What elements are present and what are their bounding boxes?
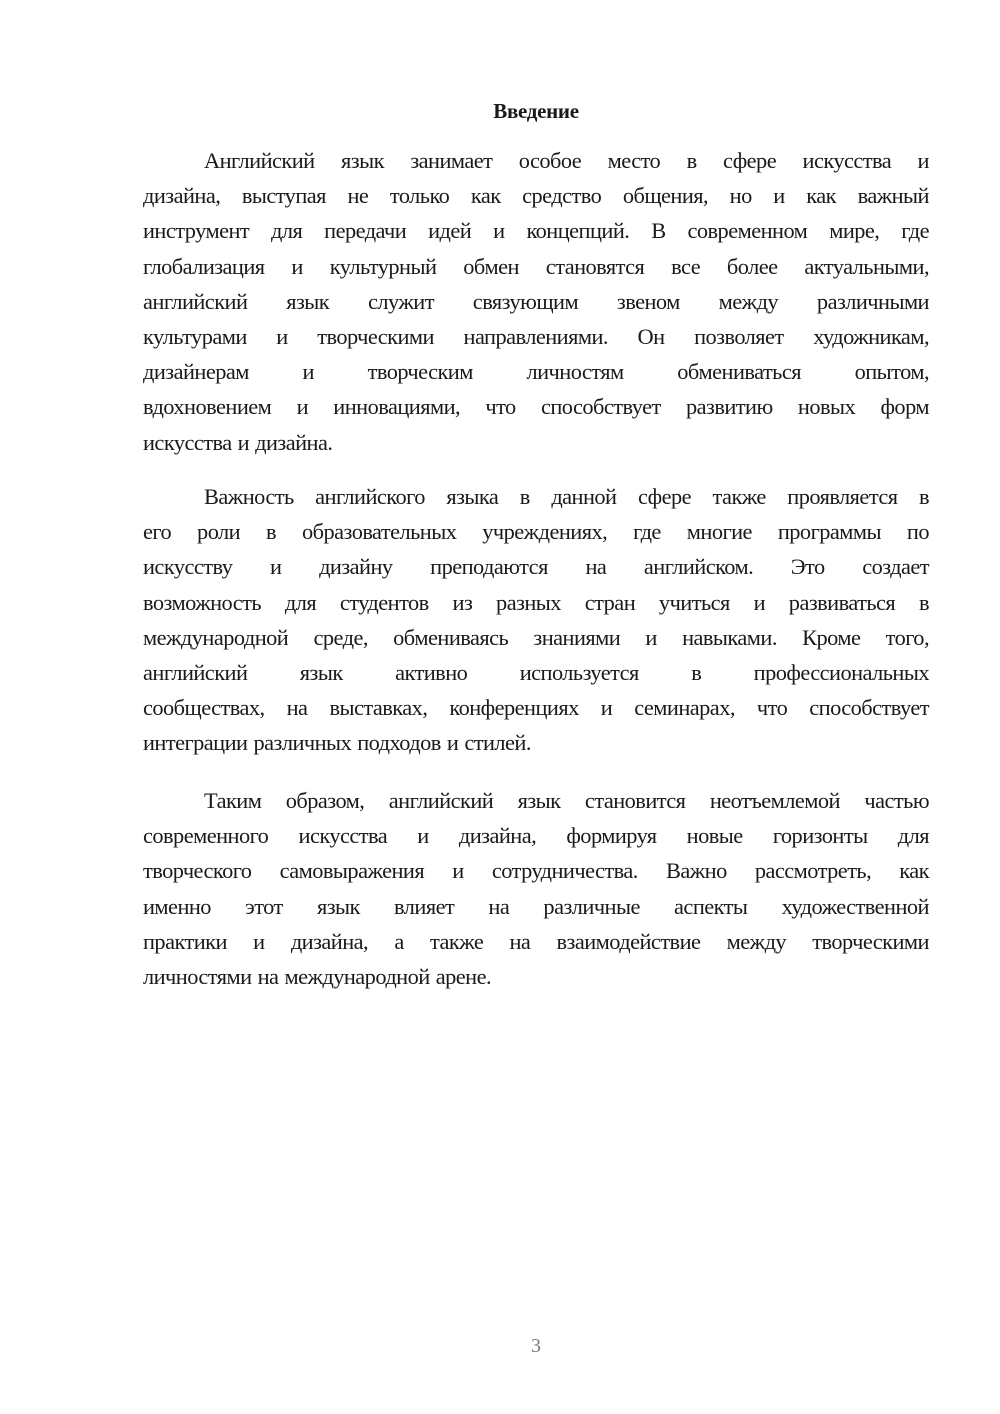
text-line: Таким образом, английский язык становится неотъемлемой частью [204,788,929,813]
text-line: вдохновением и инновациями, что способствует развитию новых форм [143,394,929,420]
text-line: современного искусства и дизайна, формируя новые горизонты для [143,823,929,849]
text-line: личностями на международной арене. [143,963,492,989]
text-line: английский язык служит связующим звеном между различными [143,288,929,314]
text-line: инструмент для передачи идей и концепций. В современном мире, где [143,218,929,244]
text-line: дизайна, выступая не только как средство общения, но и как важный [143,183,929,209]
text-line: сообществах, на выставках, конференциях и семинарах, что способствует [143,695,929,721]
text-line: возможность для студентов из разных стран учиться и развиваться в [143,589,929,615]
section-heading: Введение [493,99,579,123]
paragraph-1 [143,143,929,460]
text-line: Английский язык занимает особое место в сфере искусства и [204,148,929,173]
text-line: искусству и дизайну преподаются на английском. Это создает [143,554,929,580]
text-line: его роли в образовательных учреждениях, где многие программы по [143,519,929,545]
text-line: международной среде, обмениваясь знаниями и навыками. Кроме того, [143,624,929,650]
text-line: творческого самовыражения и сотрудничества. Важно рассмотреть, как [143,858,929,884]
paragraph-2 [143,479,929,761]
text-line: английский язык активно используется в профессиональных [143,659,929,685]
page-number: 3 [531,1335,541,1357]
text-line: дизайнерам и творческим личностям обмениваться опытом, [143,359,929,385]
text-line: именно этот язык влияет на различные аспекты художественной [143,893,929,919]
text-line: глобализация и культурный обмен становятся все более актуальными, [143,253,929,279]
text-line: Важность английского языка в данной сфере также проявляется в [204,484,929,509]
text-line: практики и дизайна, а также на взаимодействие между творческими [143,928,929,954]
text-line: интеграции различных подходов и стилей. [143,730,531,756]
text-line: культурами и творческими направлениями. Он позволяет художникам, [143,323,929,349]
text-line: искусства и дизайна. [143,429,333,455]
paragraph-3 [143,783,929,994]
